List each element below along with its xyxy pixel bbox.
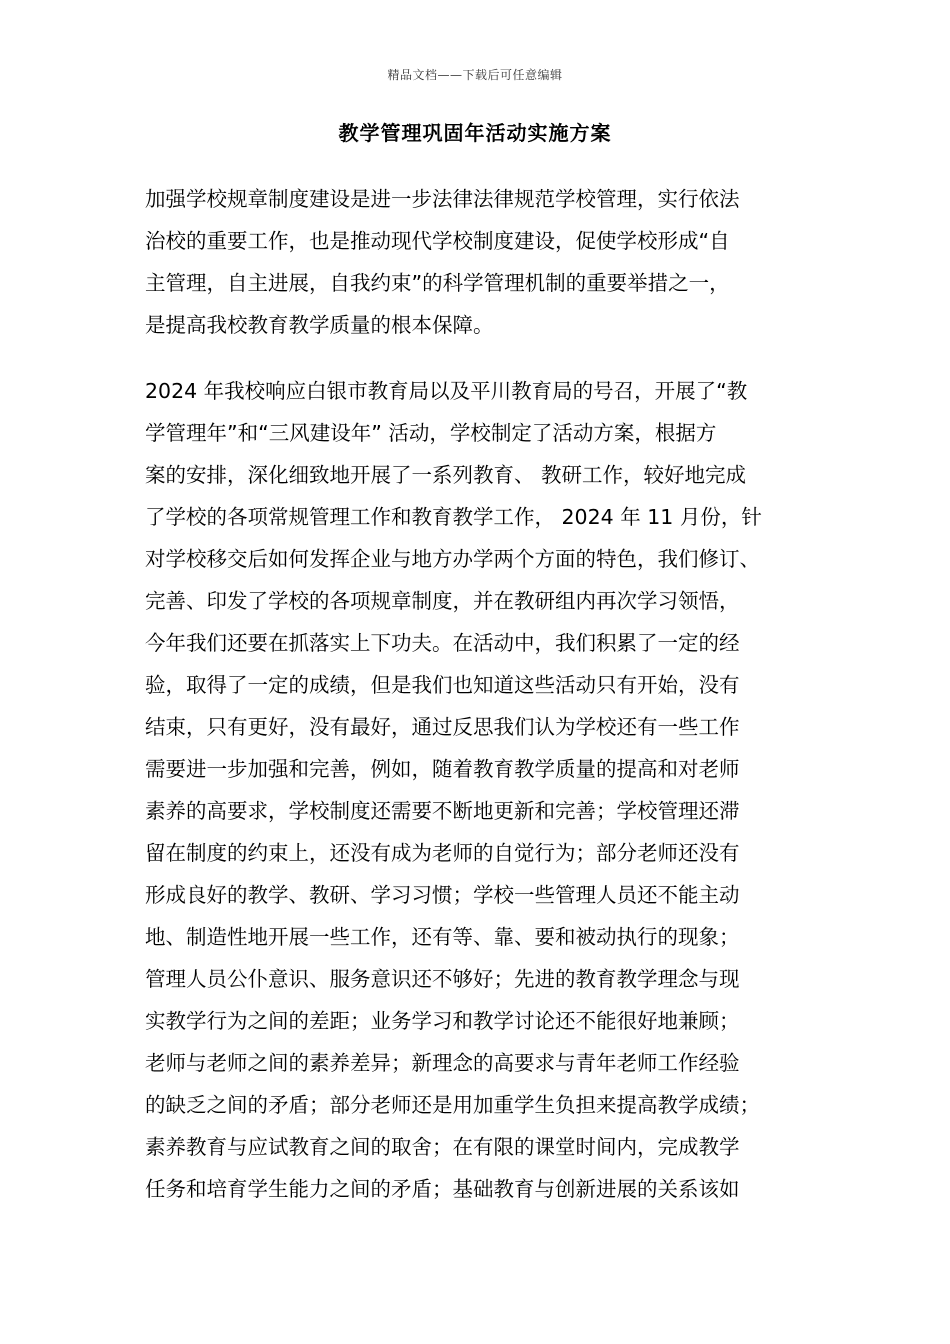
text-line: 治校的重要工作，也是推动现代学校制度建设，促使学校形成“自 bbox=[145, 229, 730, 253]
text-line: 是提高我校教育教学质量的根本保障。 bbox=[145, 313, 494, 337]
text-line: 老师与老师之间的素养差异；新理念的高要求与青年老师工作经验 bbox=[145, 1051, 740, 1075]
paragraph-1 bbox=[145, 178, 825, 346]
text-line: 素养教育与应试教育之间的取舍；在有限的课堂时间内，完成教学 bbox=[145, 1135, 740, 1159]
text-line: 需要进一步加强和完善，例如，随着教育教学质量的提高和对老师 bbox=[145, 757, 740, 781]
text-line: 形成良好的教学、教研、学习习惯；学校一些管理人员还不能主动 bbox=[145, 883, 740, 907]
text-line: 任务和培育学生能力之间的矛盾；基础教育与创新进展的关系该如 bbox=[145, 1177, 740, 1201]
text-line: 留在制度的约束上，还没有成为老师的自觉行为；部分老师还没有 bbox=[145, 841, 740, 865]
text-line: 主管理，自主进展，自我约束”的科学管理机制的重要举措之一， bbox=[145, 271, 730, 295]
text-line: 今年我们还要在抓落实上下功夫。在活动中，我们积累了一定的经 bbox=[145, 631, 740, 655]
text-line: 管理人员公仆意识、服务意识还不够好；先进的教育教学理念与现 bbox=[145, 967, 740, 991]
text-line: 案的安排，深化细致地开展了一系列教育、 教研工作，较好地完成 bbox=[145, 463, 747, 487]
text-line: 素养的高要求，学校制度还需要不断地更新和完善；学校管理还滞 bbox=[145, 799, 740, 823]
text-line: 加强学校规章制度建设是进一步法律法律规范学校管理，实行依法 bbox=[145, 187, 740, 211]
document-title: 教学管理巩固年活动实施方案 bbox=[338, 121, 612, 145]
text-line: 了学校的各项常规管理工作和教育教学工作， 2024 年 11 月份，针 bbox=[145, 505, 762, 529]
text-line: 对学校移交后如何发挥企业与地方办学两个方面的特色，我们修订、 bbox=[145, 547, 760, 571]
text-line: 的缺乏之间的矛盾；部分老师还是用加重学生负担来提高教学成绩； bbox=[145, 1093, 760, 1117]
page-header: 精品文档——下载后可任意编辑 bbox=[387, 68, 563, 82]
paragraph-spacer bbox=[145, 346, 825, 370]
paragraph-2 bbox=[145, 370, 825, 1210]
text-line: 结束，只有更好，没有最好，通过反思我们认为学校还有一些工作 bbox=[145, 715, 740, 739]
text-line: 学管理年”和“三风建设年” 活动，学校制定了活动方案，根据方 bbox=[145, 421, 717, 445]
text-line: 完善、印发了学校的各项规章制度，并在教研组内再次学习领悟， bbox=[145, 589, 740, 613]
text-line: 实教学行为之间的差距；业务学习和教学讨论还不能很好地兼顾； bbox=[145, 1009, 740, 1033]
text-line: 地、制造性地开展一些工作，还有等、靠、要和被动执行的现象； bbox=[145, 925, 740, 949]
text-line: 验，取得了一定的成绩，但是我们也知道这些活动只有开始，没有 bbox=[145, 673, 740, 697]
text-line: 2024 年我校响应白银市教育局以及平川教育局的号召，开展了“教 bbox=[145, 379, 748, 403]
document-body bbox=[145, 178, 825, 1210]
